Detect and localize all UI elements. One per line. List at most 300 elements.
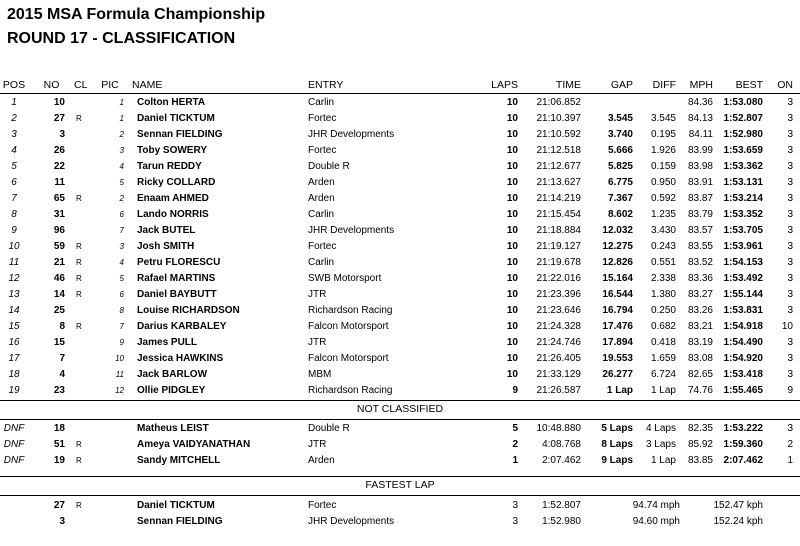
mph-cell: 83.26 (687, 305, 713, 316)
on-lap-cell: 3 (787, 97, 793, 108)
header-pos: POS (2, 79, 26, 91)
best-lap-cell: 1:52.807 (723, 113, 763, 124)
laps-cell: 10 (506, 225, 518, 236)
pic-cell: 11 (115, 370, 124, 379)
diff-cell: 0.250 (650, 305, 676, 316)
entry-cell: Double R (308, 161, 350, 172)
laps-cell: 10 (506, 257, 518, 268)
time-cell: 21:19.678 (536, 257, 581, 268)
divider-not-classified-bottom (0, 419, 800, 420)
time-cell: 21:19.127 (536, 241, 581, 252)
best-lap-cell: 1:59.360 (723, 439, 763, 450)
entry-cell: Fortec (308, 113, 337, 124)
pic-cell: 7 (119, 226, 124, 235)
gap-cell: 26.277 (602, 369, 633, 380)
mph-cell: 83.21 (687, 321, 713, 332)
laps-cell: 10 (506, 289, 518, 300)
entry-cell: Falcon Motorsport (308, 321, 389, 332)
column-header-row (0, 77, 800, 93)
not-classified-row (0, 453, 800, 469)
mph-cell: 82.35 (687, 423, 713, 434)
time-cell: 10:48.880 (536, 423, 581, 434)
class-cell: R (76, 322, 82, 331)
driver-name-cell: Sennan FIELDING (137, 129, 223, 140)
gap-cell: 9 Laps (601, 455, 633, 466)
class-cell: R (76, 440, 82, 449)
diff-cell: 1 Lap (650, 385, 676, 396)
header-cl: CL (74, 79, 88, 91)
diff-cell: 3 Laps (645, 439, 676, 450)
best-lap-cell: 1:53.222 (723, 423, 763, 434)
pic-cell: 5 (119, 274, 124, 283)
car-number-cell: 65 (53, 193, 65, 204)
gap-cell: 17.476 (602, 321, 633, 332)
laps-cell: 10 (506, 209, 518, 220)
mph-cell: 83.98 (687, 161, 713, 172)
car-number-cell: 26 (53, 145, 65, 156)
time-cell: 21:14.219 (536, 193, 581, 204)
laps-cell: 5 (512, 423, 518, 434)
driver-name-cell: Daniel TICKTUM (137, 113, 215, 124)
pos-cell: DNF (3, 439, 25, 450)
laps-cell: 10 (506, 161, 518, 172)
gap-cell: 5.825 (607, 161, 633, 172)
driver-name-cell: James PULL (137, 337, 198, 348)
driver-name-cell: Tarun REDDY (137, 161, 202, 172)
time-cell: 4:08.768 (542, 439, 581, 450)
driver-name-cell: Enaam AHMED (137, 193, 209, 204)
pos-cell: 14 (8, 305, 20, 316)
on-lap-cell: 3 (787, 241, 793, 252)
gap-cell: 17.894 (602, 337, 633, 348)
header-best: BEST (735, 79, 763, 91)
pos-cell: 18 (8, 369, 20, 380)
pic-cell: 3 (119, 146, 124, 155)
best-lap-cell: 1:53.961 (723, 241, 763, 252)
car-number-cell: 27 (53, 500, 65, 511)
mph-cell: 83.08 (687, 353, 713, 364)
fastest-lap-heading: FASTEST LAP (365, 479, 435, 491)
laps-cell: 10 (506, 177, 518, 188)
laps-cell: 10 (506, 193, 518, 204)
driver-name-cell: Matheus LEIST (137, 423, 209, 434)
mph-cell: 84.36 (687, 97, 713, 108)
entry-cell: JHR Developments (308, 225, 395, 236)
header-gap: GAP (610, 79, 633, 91)
entry-cell: Arden (308, 193, 335, 204)
gap-cell: 12.826 (602, 257, 633, 268)
page-subtitle: ROUND 17 - CLASSIFICATION (7, 30, 236, 47)
diff-cell: 0.551 (650, 257, 676, 268)
car-number-cell: 3 (59, 516, 65, 527)
car-number-cell: 7 (59, 353, 65, 364)
mph-cell: 83.52 (687, 257, 713, 268)
car-number-cell: 11 (54, 177, 65, 188)
laps-cell: 10 (506, 321, 518, 332)
laps-cell: 10 (506, 369, 518, 380)
driver-name-cell: Rafael MARTINS (137, 273, 216, 284)
diff-cell: 2.338 (650, 273, 676, 284)
pos-cell: 3 (11, 129, 17, 140)
gap-cell: 1 Lap (606, 385, 633, 396)
car-number-cell: 18 (53, 423, 65, 434)
mph-cell: 83.99 (687, 145, 713, 156)
on-lap-cell: 3 (787, 145, 793, 156)
class-cell: R (76, 114, 82, 123)
result-row (0, 191, 800, 207)
result-row (0, 111, 800, 127)
pos-cell: 15 (8, 321, 20, 332)
best-lap-cell: 1:54.490 (723, 337, 763, 348)
result-row (0, 175, 800, 191)
result-row (0, 335, 800, 351)
result-row (0, 95, 800, 111)
car-number-cell: 3 (59, 129, 65, 140)
pic-cell: 1 (119, 98, 124, 107)
car-number-cell: 96 (53, 225, 65, 236)
laps-cell: 3 (512, 500, 518, 511)
driver-name-cell: Louise RICHARDSON (137, 305, 240, 316)
mph-cell: 84.11 (688, 129, 713, 140)
entry-cell: Carlin (308, 257, 335, 268)
divider-fastest-lap-top (0, 476, 800, 477)
result-row (0, 303, 800, 319)
class-cell: R (76, 456, 82, 465)
diff-cell: 0.418 (650, 337, 676, 348)
gap-cell: 8 Laps (601, 439, 633, 450)
mph-cell: 83.87 (687, 193, 713, 204)
gap-cell: 3.740 (607, 129, 633, 140)
laps-cell: 10 (506, 97, 518, 108)
car-number-cell: 19 (53, 455, 65, 466)
entry-cell: JTR (308, 337, 327, 348)
mph-cell: 83.57 (687, 225, 713, 236)
gap-cell: 12.275 (602, 241, 633, 252)
car-number-cell: 10 (53, 97, 65, 108)
driver-name-cell: Petru FLORESCU (137, 257, 221, 268)
pos-cell: 9 (11, 225, 17, 236)
gap-cell: 19.553 (602, 353, 633, 364)
best-lap-cell: 1:54.153 (723, 257, 763, 268)
diff-cell: 1.380 (650, 289, 676, 300)
gap-cell: 5.666 (607, 145, 633, 156)
result-row (0, 351, 800, 367)
gap-cell: 6.775 (607, 177, 633, 188)
header-no: NO (43, 79, 60, 91)
diff-cell: 3.545 (650, 113, 676, 124)
result-row (0, 271, 800, 287)
gap-cell: 7.367 (607, 193, 633, 204)
mph-cell: 85.92 (687, 439, 713, 450)
pic-cell: 12 (115, 386, 124, 395)
best-lap-cell: 1:53.492 (723, 273, 763, 284)
diff-cell: 1.235 (650, 209, 676, 220)
best-lap-cell: 1:53.362 (723, 161, 763, 172)
driver-name-cell: Ricky COLLARD (137, 177, 216, 188)
pos-cell: 5 (11, 161, 17, 172)
pic-cell: 4 (119, 162, 124, 171)
driver-name-cell: Josh SMITH (137, 241, 195, 252)
result-row (0, 239, 800, 255)
best-lap-cell: 1:54.918 (723, 321, 763, 332)
laps-cell: 9 (512, 385, 518, 396)
pos-cell: 16 (8, 337, 20, 348)
laps-cell: 10 (506, 337, 518, 348)
best-lap-cell: 1:54.920 (723, 353, 763, 364)
result-row (0, 255, 800, 271)
laps-cell: 10 (506, 241, 518, 252)
on-lap-cell: 3 (787, 289, 793, 300)
on-lap-cell: 3 (787, 161, 793, 172)
driver-name-cell: Colton HERTA (137, 97, 206, 108)
laps-cell: 10 (506, 113, 518, 124)
not-classified-heading: NOT CLASSIFIED (356, 403, 444, 415)
time-cell: 21:23.646 (536, 305, 581, 316)
time-cell: 2:07.462 (542, 455, 581, 466)
gap-cell: 15.164 (602, 273, 633, 284)
entry-cell: Richardson Racing (308, 305, 393, 316)
car-number-cell: 25 (53, 305, 65, 316)
pic-cell: 8 (119, 306, 124, 315)
pic-cell: 6 (119, 290, 124, 299)
laps-cell: 2 (512, 439, 518, 450)
car-number-cell: 14 (53, 289, 65, 300)
class-cell: R (76, 194, 82, 203)
on-lap-cell: 1 (787, 455, 793, 466)
entry-cell: Fortec (308, 500, 337, 511)
result-row (0, 159, 800, 175)
best-lap-cell: 1:53.831 (723, 305, 763, 316)
header-divider (0, 93, 800, 94)
best-lap-cell: 1:53.214 (723, 193, 763, 204)
not-classified-row (0, 421, 800, 437)
pic-cell: 2 (119, 130, 124, 139)
time-cell: 21:26.587 (536, 385, 581, 396)
result-row (0, 383, 800, 399)
mph-cell: 83.55 (687, 241, 713, 252)
driver-name-cell: Daniel TICKTUM (137, 500, 215, 511)
car-number-cell: 31 (53, 209, 65, 220)
entry-cell: Double R (308, 423, 350, 434)
header-entry: ENTRY (308, 79, 344, 91)
class-cell: R (76, 258, 82, 267)
driver-name-cell: Sennan FIELDING (137, 516, 223, 527)
gap-cell: 3.545 (607, 113, 633, 124)
pic-cell: 6 (119, 210, 124, 219)
gap-cell: 16.794 (602, 305, 633, 316)
diff-cell: 1.659 (650, 353, 676, 364)
pos-cell: 2 (11, 113, 17, 124)
not-classified-row (0, 437, 800, 453)
laps-cell: 10 (506, 145, 518, 156)
on-lap-cell: 3 (787, 353, 793, 364)
entry-cell: Fortec (308, 145, 337, 156)
time-cell: 21:24.328 (536, 321, 581, 332)
entry-cell: JTR (308, 439, 327, 450)
laps-cell: 10 (506, 129, 518, 140)
page-title: 2015 MSA Formula Championship (7, 6, 266, 23)
gap-cell: 12.032 (602, 225, 633, 236)
time-cell: 21:12.518 (536, 145, 581, 156)
pic-cell: 9 (119, 338, 124, 347)
on-lap-cell: 3 (787, 337, 793, 348)
pic-cell: 5 (119, 178, 124, 187)
result-row (0, 367, 800, 383)
time-cell: 21:18.884 (536, 225, 581, 236)
entry-cell: MBM (308, 369, 332, 380)
driver-name-cell: Toby SOWERY (137, 145, 207, 156)
diff-cell: 0.243 (650, 241, 676, 252)
driver-name-cell: Sandy MITCHELL (137, 455, 221, 466)
speed-mph-cell: 94.60 mph (632, 516, 680, 527)
best-lap-cell: 2:07.462 (723, 455, 763, 466)
pic-cell: 4 (119, 258, 124, 267)
driver-name-cell: Jack BARLOW (137, 369, 208, 380)
speed-kph-cell: 152.24 kph (713, 516, 763, 527)
driver-name-cell: Daniel BAYBUTT (137, 289, 217, 300)
time-cell: 21:10.397 (536, 113, 581, 124)
fastest-lap-row (0, 498, 800, 514)
diff-cell: 0.682 (650, 321, 676, 332)
class-cell: R (76, 501, 82, 510)
diff-cell: 6.724 (650, 369, 676, 380)
driver-name-cell: Lando NORRIS (137, 209, 209, 220)
driver-name-cell: Darius KARBALEY (137, 321, 227, 332)
mph-cell: 83.91 (687, 177, 713, 188)
pos-cell: 7 (11, 193, 17, 204)
on-lap-cell: 3 (787, 177, 793, 188)
class-cell: R (76, 274, 82, 283)
car-number-cell: 22 (53, 161, 65, 172)
entry-cell: Carlin (308, 209, 335, 220)
result-row (0, 127, 800, 143)
entry-cell: Arden (308, 455, 335, 466)
lap-time-cell: 1:52.980 (542, 516, 581, 527)
on-lap-cell: 9 (787, 385, 793, 396)
pos-cell: 6 (11, 177, 17, 188)
laps-cell: 1 (512, 455, 518, 466)
pos-cell: 10 (8, 241, 20, 252)
speed-mph-cell: 94.74 mph (632, 500, 680, 511)
best-lap-cell: 1:53.080 (723, 97, 763, 108)
best-lap-cell: 1:53.352 (723, 209, 763, 220)
car-number-cell: 15 (53, 337, 65, 348)
car-number-cell: 46 (53, 273, 65, 284)
on-lap-cell: 3 (787, 257, 793, 268)
car-number-cell: 51 (53, 439, 65, 450)
entry-cell: JTR (308, 289, 327, 300)
driver-name-cell: Jack BUTEL (137, 225, 196, 236)
laps-cell: 10 (506, 273, 518, 284)
best-lap-cell: 1:55.465 (723, 385, 763, 396)
pos-cell: 12 (8, 273, 20, 284)
entry-cell: SWB Motorsport (308, 273, 382, 284)
pic-cell: 3 (119, 242, 124, 251)
header-pic: PIC (101, 79, 119, 91)
divider-not-classified-top (0, 400, 800, 401)
mph-cell: 82.65 (687, 369, 713, 380)
on-lap-cell: 3 (787, 129, 793, 140)
diff-cell: 3.430 (650, 225, 676, 236)
diff-cell: 1 Lap (650, 455, 676, 466)
diff-cell: 1.926 (650, 145, 676, 156)
entry-cell: JHR Developments (308, 516, 395, 527)
pos-cell: DNF (3, 455, 25, 466)
entry-cell: Falcon Motorsport (308, 353, 389, 364)
time-cell: 21:24.746 (536, 337, 581, 348)
on-lap-cell: 3 (787, 113, 793, 124)
mph-cell: 84.13 (687, 113, 713, 124)
best-lap-cell: 1:53.418 (723, 369, 763, 380)
header-on: ON (777, 79, 793, 91)
laps-cell: 10 (506, 305, 518, 316)
time-cell: 21:33.129 (536, 369, 581, 380)
result-row (0, 287, 800, 303)
time-cell: 21:13.627 (536, 177, 581, 188)
speed-kph-cell: 152.47 kph (713, 500, 763, 511)
result-row (0, 223, 800, 239)
pic-cell: 2 (119, 194, 124, 203)
diff-cell: 0.195 (650, 129, 676, 140)
entry-cell: Carlin (308, 97, 335, 108)
car-number-cell: 27 (53, 113, 65, 124)
on-lap-cell: 3 (787, 423, 793, 434)
result-row (0, 319, 800, 335)
on-lap-cell: 2 (787, 439, 793, 450)
pos-cell: 19 (8, 385, 20, 396)
pos-cell: 4 (11, 145, 17, 156)
pos-cell: 13 (8, 289, 20, 300)
best-lap-cell: 1:52.980 (723, 129, 763, 140)
car-number-cell: 4 (59, 369, 65, 380)
mph-cell: 83.19 (687, 337, 713, 348)
pic-cell: 7 (119, 322, 124, 331)
pos-cell: DNF (3, 423, 25, 434)
time-cell: 21:06.852 (536, 97, 581, 108)
diff-cell: 0.592 (650, 193, 676, 204)
time-cell: 21:22.016 (536, 273, 581, 284)
driver-name-cell: Ollie PIDGLEY (137, 385, 206, 396)
header-laps: LAPS (491, 79, 518, 91)
on-lap-cell: 3 (787, 369, 793, 380)
mph-cell: 83.36 (687, 273, 713, 284)
lap-time-cell: 1:52.807 (542, 500, 581, 511)
on-lap-cell: 3 (787, 193, 793, 204)
car-number-cell: 23 (53, 385, 65, 396)
entry-cell: JHR Developments (308, 129, 395, 140)
entry-cell: Richardson Racing (308, 385, 393, 396)
class-cell: R (76, 242, 82, 251)
on-lap-cell: 3 (787, 273, 793, 284)
fastest-lap-row (0, 514, 800, 530)
gap-cell: 16.544 (602, 289, 633, 300)
pos-cell: 17 (8, 353, 20, 364)
time-cell: 21:12.677 (536, 161, 581, 172)
best-lap-cell: 1:53.705 (723, 225, 763, 236)
gap-cell: 5 Laps (601, 423, 633, 434)
driver-name-cell: Ameya VAIDYANATHAN (137, 439, 251, 450)
time-cell: 21:26.405 (536, 353, 581, 364)
best-lap-cell: 1:55.144 (723, 289, 763, 300)
laps-cell: 10 (506, 353, 518, 364)
gap-cell: 8.602 (607, 209, 633, 220)
on-lap-cell: 3 (787, 305, 793, 316)
driver-name-cell: Jessica HAWKINS (137, 353, 224, 364)
on-lap-cell: 10 (781, 321, 793, 332)
pic-cell: 10 (115, 354, 124, 363)
class-cell: R (76, 290, 82, 299)
car-number-cell: 8 (59, 321, 65, 332)
